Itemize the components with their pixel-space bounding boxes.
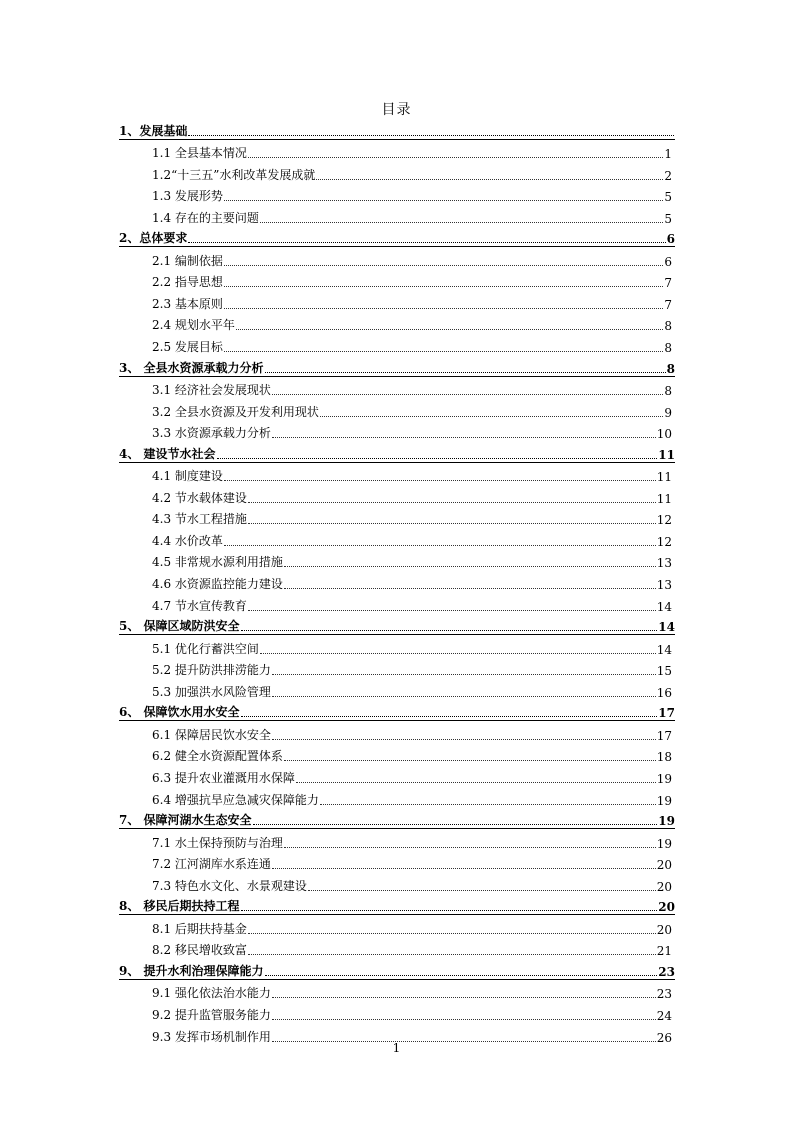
toc-entry-label: 3、 全县水资源承载力分析 bbox=[119, 360, 264, 375]
toc-dot-leader bbox=[260, 653, 656, 654]
toc-entry-label: 7.2 江河湖库水系连通 bbox=[152, 857, 271, 872]
toc-section-entry[interactable] bbox=[119, 743, 675, 765]
toc-section-entry[interactable] bbox=[119, 247, 675, 269]
toc-section-entry[interactable] bbox=[119, 570, 675, 592]
toc-section-entry[interactable] bbox=[119, 161, 675, 183]
toc-entry-page-number: 8 bbox=[664, 384, 672, 399]
toc-entry-label: 1、发展基础 bbox=[119, 123, 188, 138]
toc-dot-leader bbox=[248, 933, 656, 934]
toc-section-entry[interactable] bbox=[119, 829, 675, 851]
toc-dot-leader bbox=[188, 242, 665, 243]
toc-entry-page-number: 20 bbox=[656, 879, 672, 894]
toc-entry-label: 9.3 发挥市场机制作用 bbox=[152, 1029, 271, 1044]
toc-entry-label: 5.1 优化行蓄洪空间 bbox=[152, 641, 259, 656]
toc-dot-leader bbox=[284, 847, 656, 848]
toc-entry-page-number: 14 bbox=[656, 599, 672, 614]
toc-entry-page-number: 15 bbox=[656, 664, 672, 679]
toc-entry-label: 6.3 提升农业灌溉用水保障 bbox=[152, 770, 295, 785]
toc-section-entry[interactable] bbox=[119, 333, 675, 355]
toc-entry-label: 2.3 基本原则 bbox=[152, 296, 223, 311]
toc-dot-leader bbox=[248, 502, 656, 503]
toc-entry-label: 2.2 指导思想 bbox=[152, 275, 223, 290]
toc-section-entry[interactable] bbox=[119, 657, 675, 679]
toc-dot-leader bbox=[272, 997, 656, 998]
toc-chapter-entry[interactable] bbox=[119, 441, 675, 463]
toc-entry-label: 5、 保障区域防洪安全 bbox=[119, 619, 240, 634]
toc-section-entry[interactable] bbox=[119, 527, 675, 549]
toc-dot-leader bbox=[320, 804, 656, 805]
toc-dot-leader bbox=[241, 630, 658, 631]
toc-entry-label: 7.3 特色水文化、水景观建设 bbox=[152, 878, 307, 893]
toc-dot-leader bbox=[272, 868, 656, 869]
toc-entry-label: 4.4 水价改革 bbox=[152, 533, 223, 548]
toc-dot-leader bbox=[265, 372, 666, 373]
toc-section-entry[interactable] bbox=[119, 140, 675, 162]
toc-entry-page-number: 10 bbox=[656, 427, 672, 442]
toc-section-entry[interactable] bbox=[119, 549, 675, 571]
toc-entry-page-number: 20 bbox=[656, 858, 672, 873]
toc-dot-leader bbox=[224, 545, 656, 546]
page-number: 1 bbox=[392, 1041, 401, 1055]
toc-entry-page-number: 6 bbox=[666, 232, 675, 247]
toc-dot-leader bbox=[236, 329, 663, 330]
toc-entry-page-number: 19 bbox=[656, 771, 672, 786]
toc-dot-leader bbox=[260, 222, 663, 223]
toc-dot-leader bbox=[253, 824, 658, 825]
toc-section-entry[interactable] bbox=[119, 506, 675, 528]
toc-entry-page-number: 14 bbox=[656, 642, 672, 657]
toc-entry-label: 2.4 规划水平年 bbox=[152, 318, 235, 333]
toc-dot-leader bbox=[188, 135, 674, 136]
toc-entry-page-number: 19 bbox=[656, 793, 672, 808]
toc-entry-label: 8.2 移民增收致富 bbox=[152, 943, 247, 958]
toc-entry-label: 4.5 非常规水源利用措施 bbox=[152, 555, 283, 570]
toc-entry-page-number: 9 bbox=[664, 405, 672, 420]
toc-entry-page-number: 23 bbox=[656, 987, 672, 1002]
toc-entry-label: 4、 建设节水社会 bbox=[119, 446, 216, 461]
toc-entry-page-number: 17 bbox=[658, 706, 675, 721]
toc-entry-label: 4.2 节水载体建设 bbox=[152, 490, 247, 505]
toc-section-entry[interactable] bbox=[119, 398, 675, 420]
toc-dot-leader bbox=[265, 975, 658, 976]
toc-entry-page-number: 24 bbox=[656, 1008, 672, 1023]
toc-section-entry[interactable] bbox=[119, 484, 675, 506]
toc-dot-leader bbox=[224, 308, 663, 309]
toc-chapter-entry[interactable] bbox=[119, 614, 675, 636]
toc-entry-label: 9、 提升水利治理保障能力 bbox=[119, 963, 264, 978]
toc-entry-label: 6.2 健全水资源配置体系 bbox=[152, 749, 283, 764]
toc-chapter-entry[interactable] bbox=[119, 118, 675, 140]
toc-entry-label: 4.1 制度建设 bbox=[152, 469, 223, 484]
toc-entry-page-number: 16 bbox=[656, 685, 672, 700]
toc-entry-page-number: 23 bbox=[658, 964, 675, 979]
toc-dot-leader bbox=[224, 200, 663, 201]
toc-entry-label: 8、 移民后期扶持工程 bbox=[119, 899, 240, 914]
toc-entry-page-number: 1 bbox=[664, 147, 672, 162]
page-title: 目录 bbox=[381, 102, 412, 118]
toc-entry-page-number: 8 bbox=[664, 319, 672, 334]
toc-entry-page-number: 12 bbox=[656, 534, 672, 549]
toc-entry-page-number: 8 bbox=[666, 361, 675, 376]
toc-entry-label: 3.3 水资源承载力分析 bbox=[152, 426, 271, 441]
toc-dot-leader bbox=[272, 739, 656, 740]
toc-dot-leader bbox=[224, 351, 663, 352]
toc-entry-label: 5.3 加强洪水风险管理 bbox=[152, 684, 271, 699]
toc-chapter-entry[interactable] bbox=[119, 894, 675, 916]
toc-dot-leader bbox=[272, 696, 656, 697]
toc-section-entry[interactable] bbox=[119, 204, 675, 226]
toc-entry-label: 2.5 发展目标 bbox=[152, 340, 223, 355]
toc-entry-page-number: 12 bbox=[656, 513, 672, 528]
toc-dot-leader bbox=[248, 954, 656, 955]
toc-entry-page-number: 11 bbox=[658, 447, 675, 462]
toc-entry-page-number: 11 bbox=[656, 470, 672, 485]
toc-chapter-entry[interactable] bbox=[119, 808, 675, 830]
toc-entry-page-number: 7 bbox=[664, 297, 672, 312]
toc-dot-leader bbox=[248, 523, 656, 524]
toc-dot-leader bbox=[241, 716, 658, 717]
toc-entry-label: 4.3 节水工程措施 bbox=[152, 512, 247, 527]
toc-section-entry[interactable] bbox=[119, 312, 675, 334]
toc-dot-leader bbox=[248, 610, 656, 611]
toc-section-entry[interactable] bbox=[119, 851, 675, 873]
toc-section-entry[interactable] bbox=[119, 420, 675, 442]
toc-entry-label: 1.4 存在的主要问题 bbox=[152, 210, 259, 225]
toc-section-entry[interactable] bbox=[119, 1001, 675, 1023]
toc-chapter-entry[interactable] bbox=[119, 700, 675, 722]
toc-entry-label: 6、 保障饮水用水安全 bbox=[119, 705, 240, 720]
toc-dot-leader bbox=[241, 910, 658, 911]
toc-entry-page-number: 5 bbox=[664, 211, 672, 226]
toc-entry-label: 6.4 增强抗旱应急减灾保障能力 bbox=[152, 792, 319, 807]
toc-entry-label: 9.2 提升监管服务能力 bbox=[152, 1007, 271, 1022]
toc-entry-page-number: 19 bbox=[656, 836, 672, 851]
toc-entry-page-number: 20 bbox=[656, 922, 672, 937]
toc-entry-label: 1.2“十三五”水利改革发展成就 bbox=[152, 167, 316, 182]
toc-section-entry[interactable] bbox=[119, 678, 675, 700]
toc-dot-leader bbox=[272, 674, 656, 675]
toc-entry-page-number: 20 bbox=[658, 900, 675, 915]
toc-entry-page-number: 8 bbox=[664, 341, 672, 356]
toc-dot-leader bbox=[284, 566, 656, 567]
toc-chapter-entry[interactable] bbox=[119, 226, 675, 248]
toc-dot-leader bbox=[272, 394, 663, 395]
toc-entry-page-number: 2 bbox=[664, 168, 672, 183]
toc-section-entry[interactable] bbox=[119, 872, 675, 894]
toc-entry-label: 6.1 保障居民饮水安全 bbox=[152, 727, 271, 742]
toc-dot-leader bbox=[272, 437, 656, 438]
toc-entry-label: 2.1 编制依据 bbox=[152, 253, 223, 268]
toc-section-entry[interactable] bbox=[119, 937, 675, 959]
toc-section-entry[interactable] bbox=[119, 377, 675, 399]
toc-entry-label: 2、总体要求 bbox=[119, 231, 188, 246]
toc-dot-leader bbox=[284, 588, 656, 589]
toc-section-entry[interactable] bbox=[119, 980, 675, 1002]
toc-section-entry[interactable] bbox=[119, 269, 675, 291]
toc-entry-label: 9.1 强化依法治水能力 bbox=[152, 986, 271, 1001]
toc-section-entry[interactable] bbox=[119, 721, 675, 743]
toc-entry-label: 3.2 全县水资源及开发利用现状 bbox=[152, 404, 319, 419]
toc-section-entry[interactable] bbox=[119, 786, 675, 808]
toc-entry-label: 4.7 节水宣传教育 bbox=[152, 598, 247, 613]
toc-entry-page-number: 18 bbox=[656, 750, 672, 765]
table-of-contents bbox=[119, 118, 675, 1045]
toc-dot-leader bbox=[296, 782, 656, 783]
toc-entry-page-number: 6 bbox=[664, 254, 672, 269]
toc-entry-page-number: 11 bbox=[656, 491, 672, 506]
toc-entry-page-number: 21 bbox=[656, 944, 672, 959]
toc-section-entry[interactable] bbox=[119, 592, 675, 614]
toc-entry-label: 1.1 全县基本情况 bbox=[152, 146, 247, 161]
toc-section-entry[interactable] bbox=[119, 635, 675, 657]
toc-dot-leader bbox=[224, 265, 663, 266]
toc-entry-label: 3.1 经济社会发展现状 bbox=[152, 383, 271, 398]
toc-entry-label: 4.6 水资源监控能力建设 bbox=[152, 577, 283, 592]
toc-dot-leader bbox=[248, 157, 663, 158]
toc-entry-label: 8.1 后期扶持基金 bbox=[152, 921, 247, 936]
toc-dot-leader bbox=[224, 480, 656, 481]
toc-entry-page-number: 7 bbox=[664, 276, 672, 291]
toc-entry-label: 7.1 水土保持预防与治理 bbox=[152, 835, 283, 850]
toc-entry-page-number: 14 bbox=[658, 620, 675, 635]
toc-dot-leader bbox=[316, 179, 663, 180]
toc-entry-page-number: 13 bbox=[656, 578, 672, 593]
toc-entry-page-number: 26 bbox=[656, 1030, 672, 1045]
toc-section-entry[interactable] bbox=[119, 183, 675, 205]
toc-entry-page-number: 17 bbox=[656, 728, 672, 743]
toc-dot-leader bbox=[284, 760, 656, 761]
toc-dot-leader bbox=[217, 458, 658, 459]
toc-entry-label: 1.3 发展形势 bbox=[152, 189, 223, 204]
toc-dot-leader bbox=[224, 286, 663, 287]
toc-dot-leader bbox=[272, 1019, 656, 1020]
toc-chapter-entry[interactable] bbox=[119, 958, 675, 980]
toc-entry-label: 5.2 提升防洪排涝能力 bbox=[152, 663, 271, 678]
toc-dot-leader bbox=[308, 890, 656, 891]
toc-entry-page-number: 5 bbox=[664, 190, 672, 205]
toc-section-entry[interactable] bbox=[119, 290, 675, 312]
toc-entry-label: 7、 保障河湖水生态安全 bbox=[119, 813, 252, 828]
toc-section-entry[interactable] bbox=[119, 915, 675, 937]
toc-entry-page-number: 13 bbox=[656, 556, 672, 571]
toc-chapter-entry[interactable] bbox=[119, 355, 675, 377]
toc-dot-leader bbox=[320, 416, 663, 417]
toc-entry-page-number: 19 bbox=[658, 814, 675, 829]
toc-section-entry[interactable] bbox=[119, 764, 675, 786]
toc-section-entry[interactable] bbox=[119, 463, 675, 485]
